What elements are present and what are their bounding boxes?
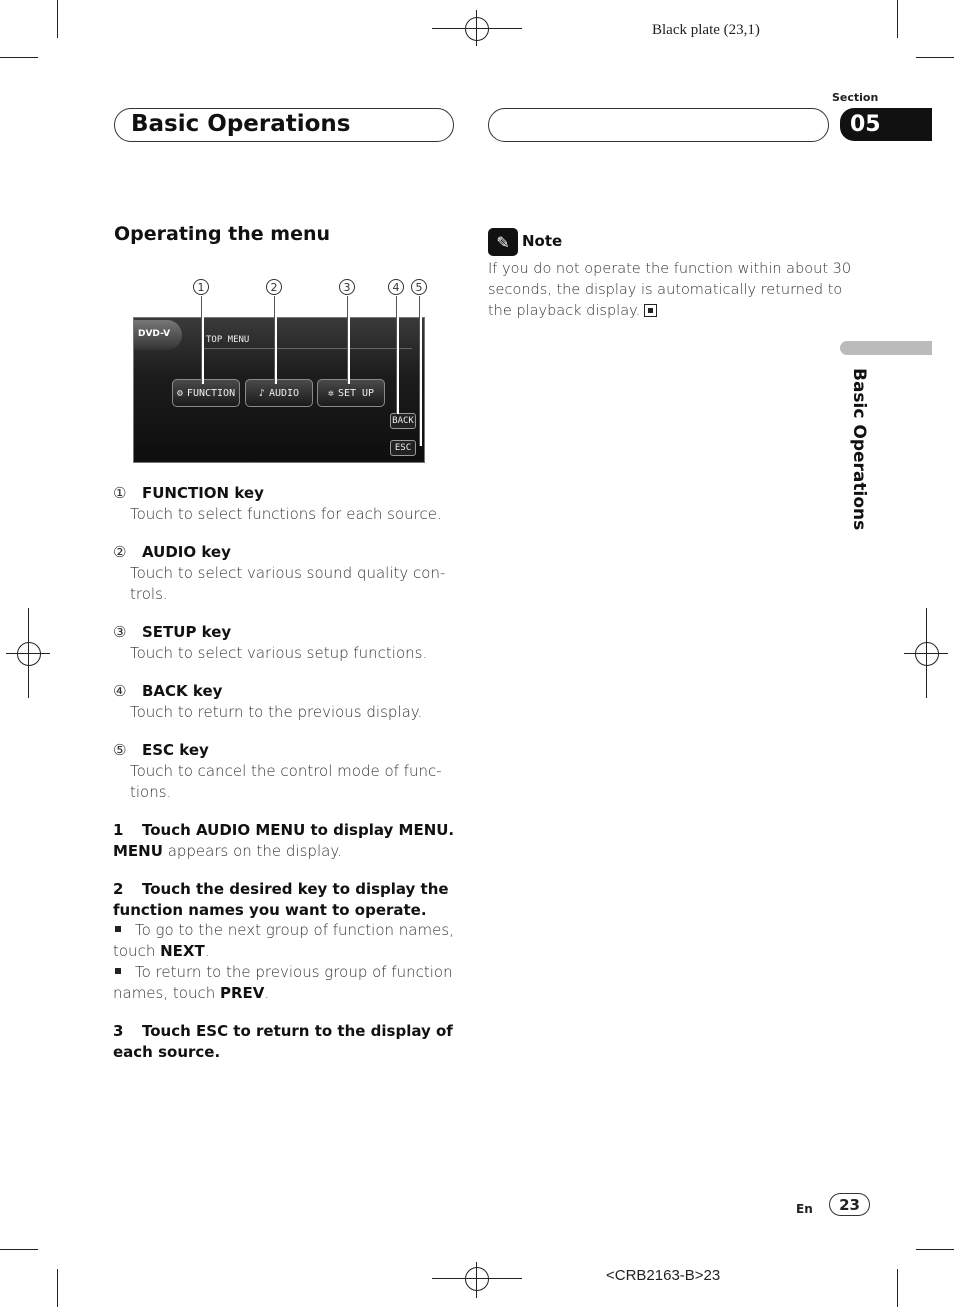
crop-mark xyxy=(57,0,58,38)
registration-circle xyxy=(465,17,489,41)
plate-label: Black plate (23,1) xyxy=(652,22,760,38)
bullet-bold: NEXT xyxy=(160,942,205,960)
key-title-3: SETUP key xyxy=(142,623,232,641)
step-2-bullet-1-line-2 xyxy=(113,941,209,962)
key-num-3: ③ xyxy=(113,623,127,641)
note-line-2: seconds, the display is automatically returned to xyxy=(488,282,843,298)
footer-code: <CRB2163-B>23 xyxy=(606,1267,721,1284)
key-desc-5-line-2: tions. xyxy=(130,783,172,801)
function-icon: ⚙ xyxy=(176,387,183,399)
key-desc-2-line-2: trols. xyxy=(130,585,168,603)
setup-key-label: SET UP xyxy=(337,387,375,399)
step-2-bullet-1-line-1 xyxy=(115,920,454,941)
step-3-title-line-2: each source. xyxy=(113,1043,221,1061)
bullet-text: To go to the next group of function names, xyxy=(135,921,454,939)
key-desc-1: Touch to select functions for each source. xyxy=(130,505,442,523)
step-2-number: 2 xyxy=(113,880,124,898)
note-line-3 xyxy=(488,301,657,322)
registration-circle xyxy=(465,1267,489,1291)
menu-screen xyxy=(133,317,425,463)
back-key[interactable]: BACK xyxy=(390,413,416,429)
key-num-2: ② xyxy=(113,543,127,561)
audio-key-label: AUDIO xyxy=(268,387,300,399)
bullet-text: To return to the previous group of function xyxy=(135,963,453,981)
note-label: Note xyxy=(522,232,563,250)
key-desc-3: Touch to select various setup functions. xyxy=(130,644,428,662)
key-title-1: FUNCTION key xyxy=(142,484,264,502)
header-title: Basic Operations xyxy=(131,111,351,137)
step-2-bullet-2-line-1 xyxy=(115,962,453,983)
callout-1: 1 xyxy=(193,279,209,295)
audio-key[interactable] xyxy=(245,379,313,407)
bullet-text: . xyxy=(204,942,210,960)
menu-title-rule xyxy=(202,348,412,349)
crop-mark xyxy=(916,57,954,58)
page-number: 23 xyxy=(829,1193,870,1216)
function-key-label: FUNCTION xyxy=(186,387,236,399)
step-1-detail-bold: MENU xyxy=(113,842,163,860)
crop-mark xyxy=(0,1249,38,1250)
registration-circle xyxy=(915,642,939,666)
key-title-2: AUDIO key xyxy=(142,543,231,561)
note-pencil-icon: ✎ xyxy=(488,228,518,256)
callout-2: 2 xyxy=(266,279,282,295)
crop-mark xyxy=(916,1249,954,1250)
key-desc-4: Touch to return to the previous display. xyxy=(130,703,423,721)
bullet-text: touch xyxy=(113,942,161,960)
step-2-bullet-2-line-2 xyxy=(113,983,269,1004)
end-mark-icon xyxy=(644,304,657,317)
key-num-5: ⑤ xyxy=(113,741,127,759)
callout-5: 5 xyxy=(411,279,427,295)
bullet-text: names, touch xyxy=(113,984,220,1002)
audio-icon: ♪ xyxy=(258,387,265,399)
step-3-number: 3 xyxy=(113,1022,124,1040)
step-2-title-line-1: Touch the desired key to display the xyxy=(142,880,449,898)
side-tab-bar xyxy=(840,341,932,355)
setup-icon: ✲ xyxy=(327,387,334,399)
key-num-1: ① xyxy=(113,484,127,502)
callout-line-2 xyxy=(274,296,277,384)
key-title-5: ESC key xyxy=(142,741,209,759)
esc-key[interactable]: ESC xyxy=(390,440,416,456)
dvd-source-label: DVD-V xyxy=(138,329,171,339)
callout-4: 4 xyxy=(388,279,404,295)
step-1-detail-rest: appears on the display. xyxy=(162,842,342,860)
bullet-square xyxy=(115,968,121,974)
footer-language: En xyxy=(796,1202,813,1216)
bullet-text: . xyxy=(264,984,270,1002)
callout-line-3 xyxy=(347,296,350,384)
setup-key[interactable] xyxy=(317,379,385,407)
bullet-bold: PREV xyxy=(219,984,265,1002)
function-key[interactable] xyxy=(172,379,240,407)
note-line-1: If you do not operate the function within about 30 xyxy=(488,261,852,277)
callout-line-4 xyxy=(396,296,399,414)
section-number: 05 xyxy=(840,108,932,141)
key-num-4: ④ xyxy=(113,682,127,700)
crop-mark xyxy=(897,1269,898,1307)
callout-line-5 xyxy=(419,296,422,446)
page-heading: Operating the menu xyxy=(114,223,331,245)
key-desc-2-line-1: Touch to select various sound quality con- xyxy=(130,564,446,582)
step-1-detail xyxy=(113,841,342,862)
crop-mark xyxy=(897,0,898,38)
menu-screen-title: TOP MENU xyxy=(206,335,250,345)
header-blank-box xyxy=(488,108,829,142)
key-desc-5-line-1: Touch to cancel the control mode of func- xyxy=(130,762,442,780)
step-1-number: 1 xyxy=(113,821,124,839)
bullet-square xyxy=(115,926,121,932)
crop-mark xyxy=(57,1269,58,1307)
crop-mark xyxy=(0,57,38,58)
step-2-title-line-2: function names you want to operate. xyxy=(113,901,427,919)
step-3-title-line-1: Touch ESC to return to the display of xyxy=(142,1022,453,1040)
registration-circle xyxy=(17,642,41,666)
key-title-4: BACK key xyxy=(142,682,223,700)
callout-line-1 xyxy=(201,296,204,384)
side-tab-text: Basic Operations xyxy=(849,368,869,531)
section-label: Section xyxy=(832,91,879,104)
step-1-title: Touch AUDIO MENU to display MENU. xyxy=(142,821,455,839)
note-line-3-text: the playback display. xyxy=(488,303,641,319)
callout-3: 3 xyxy=(339,279,355,295)
